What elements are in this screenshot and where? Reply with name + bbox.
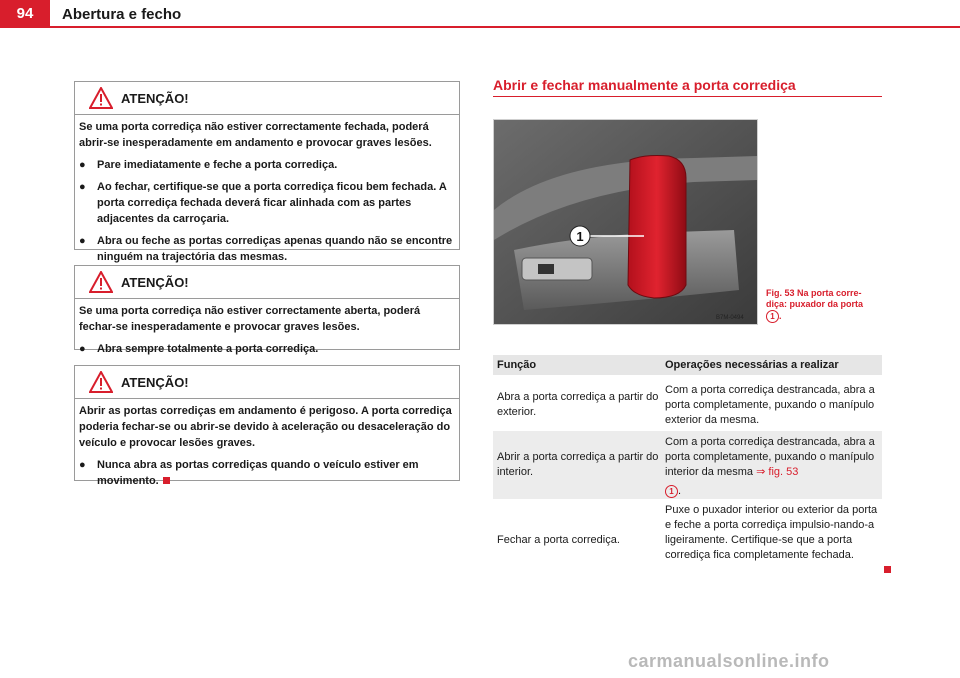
warning-header (75, 266, 459, 299)
callout-ref-icon: 1 (665, 485, 678, 498)
watermark: carmanualsonline.info (628, 651, 830, 671)
warning-box-1 (74, 81, 460, 263)
warning-bullet: ● Abra sempre totalmente a porta corrediça. (79, 343, 319, 355)
callout-number: 1 (576, 229, 584, 244)
page-number: 94 (0, 0, 50, 28)
section-rule (493, 96, 882, 97)
column-header-operations: Operações necessárias a realizar (665, 359, 839, 371)
table-row: Fechar a porta corrediça. Puxe o puxador interior ou exterior da porta e feche a porta corrediça impulsio-nando-a ligeiramente. Certifique-se que a porta corrediça fica completamente fechada. (497, 504, 878, 561)
warning-bullet: ● Ao fechar, certifique-se que a porta corrediça ficou bem fechada. A porta corrediça fechada deverá ficar alinhada com as partes adjacentes da carroçaria. (79, 181, 447, 225)
section-end-marker (884, 566, 891, 573)
figure-caption: Fig. 53 Na porta corre- diça: puxador da porta 1 . (766, 288, 864, 321)
warning-bullet: ● Nunca abra as portas corrediças quando o veículo estiver em movimento. (79, 459, 419, 487)
operations-table (493, 355, 882, 581)
section-end-marker (163, 477, 170, 484)
warning-box-3 (74, 365, 460, 487)
warning-intro: Se uma porta corrediça não estiver correctamente fechada, poderá abrir-se inesperadamente em andamento e provocar graves lesões. (79, 121, 432, 149)
warning-title: ATENÇÃO! (121, 90, 189, 106)
table-row: Abrir a porta corrediça a partir do interior. Com a porta corrediça destrancada, abra a porta completamente, puxando o manípulo interior da mesma ⇒ fig. 53 1 . (493, 431, 882, 499)
figure-link[interactable]: ⇒ fig. 53 (756, 466, 799, 478)
warning-triangle-icon (89, 87, 113, 109)
warning-title: ATENÇÃO! (121, 274, 189, 290)
figure-code: B7M-0494 (716, 315, 744, 321)
warning-intro: Abrir as portas corrediças em andamento é perigoso. A porta corrediça poderia fechar-se ou abrir-se devido à aceleração ou desaceleração do veículo e provocar lesões graves. (79, 405, 452, 449)
warning-box-2 (74, 265, 460, 355)
door-handle-illustration (494, 120, 757, 324)
warning-header (75, 82, 459, 115)
warning-header (75, 366, 459, 399)
warning-intro: Se uma porta corrediça não estiver correctamente aberta, poderá fechar-se inesperadamente e provocar graves lesões. (79, 305, 421, 333)
header-rule (0, 26, 960, 28)
warning-triangle-icon (89, 371, 113, 393)
page-header-title: Abertura e fecho (62, 6, 182, 23)
warning-title: ATENÇÃO! (121, 374, 189, 390)
table-header (493, 355, 882, 375)
figure-door-handle-photo (493, 119, 758, 325)
callout-ref-icon: 1 (766, 310, 779, 323)
warning-triangle-icon (89, 271, 113, 293)
warning-bullet: ● Pare imediatamente e feche a porta corrediça. (79, 159, 338, 171)
column-header-function: Função (497, 359, 537, 371)
warning-bullet: ● Abra ou feche as portas corrediças apenas quando não se encontre ninguém na trajectória das mesmas. (79, 235, 453, 263)
table-row: Abra a porta corrediça a partir do exterior. Com a porta corrediça destrancada, abra a porta completamente, puxando o manípulo exterior da mesma. (497, 384, 875, 426)
section-title: Abrir e fechar manualmente a porta corrediça (493, 77, 796, 93)
